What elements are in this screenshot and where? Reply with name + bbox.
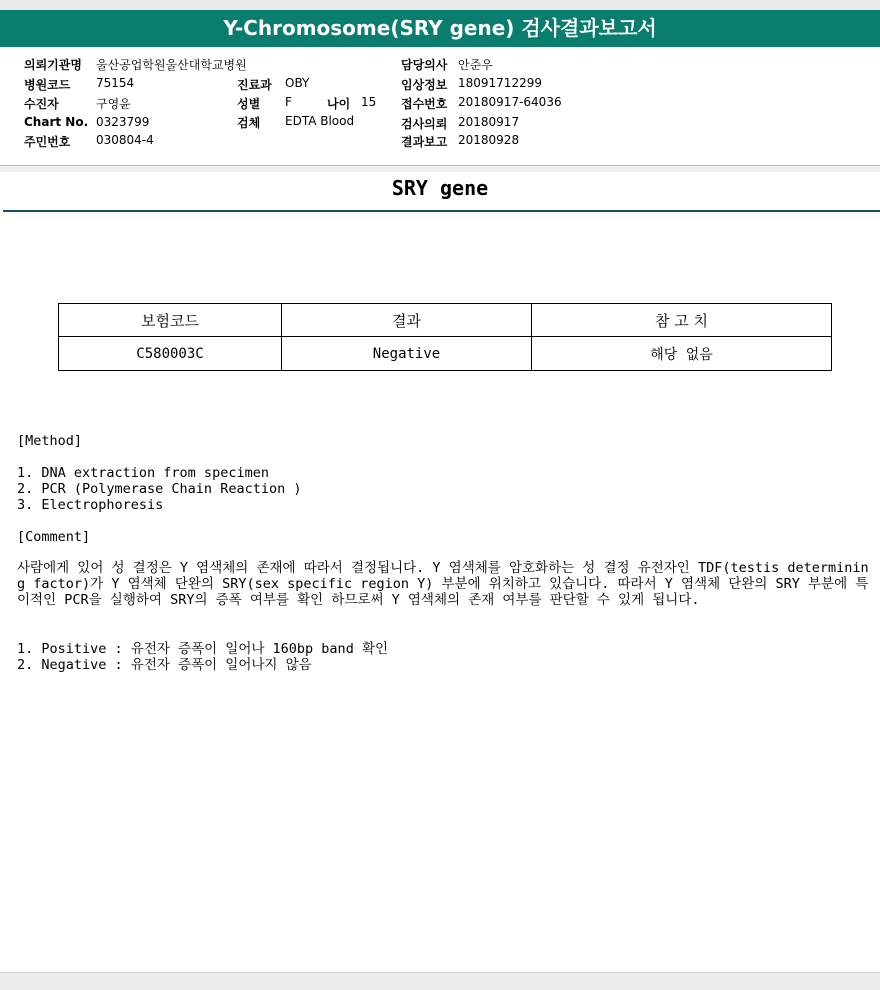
receipt-no-value: 20180917-64036 [458,95,562,109]
bottom-scroll-strip [0,972,880,990]
institution-label: 의뢰기관명 [24,58,82,72]
doctor-value: 안준우 [458,58,493,72]
patient-label: 수진자 [24,97,59,111]
doctor-label: 담당의사 [401,58,448,72]
clinical-info-label: 임상정보 [401,78,448,92]
header-reference-value: 참 고 치 [532,304,832,337]
comment-heading: [Comment] [17,529,91,545]
header-insurance-code: 보험코드 [59,304,282,337]
resident-no-label: 주민번호 [24,135,71,149]
method-item: 2. PCR (Polymerase Chain Reaction ) [17,481,302,497]
cell-insurance-code: C580003C [59,337,282,371]
comment-paragraph: 사람에게 있어 성 결정은 Y 염색체의 존재에 따라서 결정됩니다. Y 염색체를 암호화하는 성 결정 유전자인 TDF(testis determining factor)가 Y 염색체 단완의 SRY(sex specific region Y) 부분에 위치하고 있습니다. 따라서 Y 염색체 단완의 SRY 부분에 특이적인 PCR을 실행하여 SRY의 증폭 여부를 확인 하므로써 Y 염색체의 존재 여부를 판단할 수 있게 됩니다. [17,560,869,608]
results-table [58,303,832,371]
method-item: 1. DNA extraction from specimen [17,465,269,481]
method-heading: [Method] [17,433,83,449]
chart-no-label: Chart No. [24,115,89,129]
institution-value: 울산공업학원울산대학교병원 [96,58,247,72]
resident-no-value: 030804-4 [96,133,154,147]
specimen-label: 검체 [237,116,261,130]
request-date-label: 검사의뢰 [401,117,448,131]
cell-reference-value: 해당 없음 [532,337,832,371]
sex-label: 성별 [237,97,261,111]
report-date-label: 결과보고 [401,135,448,149]
chart-no-value: 0323799 [96,115,150,129]
report-title: Y-Chromosome(SRY gene) 검사결과보고서 [0,10,880,47]
section-title: SRY gene [391,176,489,200]
age-label: 나이 [327,97,351,111]
section-underline [3,210,880,212]
cell-result: Negative [282,337,532,371]
top-strip [0,0,880,10]
comment-item: 2. Negative : 유전자 증폭이 일어나지 않음 [17,657,312,673]
header-result: 결과 [282,304,532,337]
clinical-info-value: 18091712299 [458,76,542,90]
age-value: 15 [361,95,377,109]
specimen-value: EDTA Blood [285,114,355,128]
hospital-code-value: 75154 [96,76,135,90]
section-separator [0,166,880,172]
department-value: OBY [285,76,310,90]
patient-info-block [0,47,880,166]
method-item: 3. Electrophoresis [17,497,164,513]
table-row [59,337,832,371]
results-header-row [59,304,832,337]
department-label: 진료과 [237,78,272,92]
sex-value: F [285,95,292,109]
patient-value: 구영윤 [96,97,131,111]
comment-item: 1. Positive : 유전자 증폭이 일어나 160bp band 확인 [17,641,389,657]
receipt-no-label: 접수번호 [401,97,448,111]
request-date-value: 20180917 [458,115,520,129]
report-date-value: 20180928 [458,133,520,147]
hospital-code-label: 병원코드 [24,78,71,92]
